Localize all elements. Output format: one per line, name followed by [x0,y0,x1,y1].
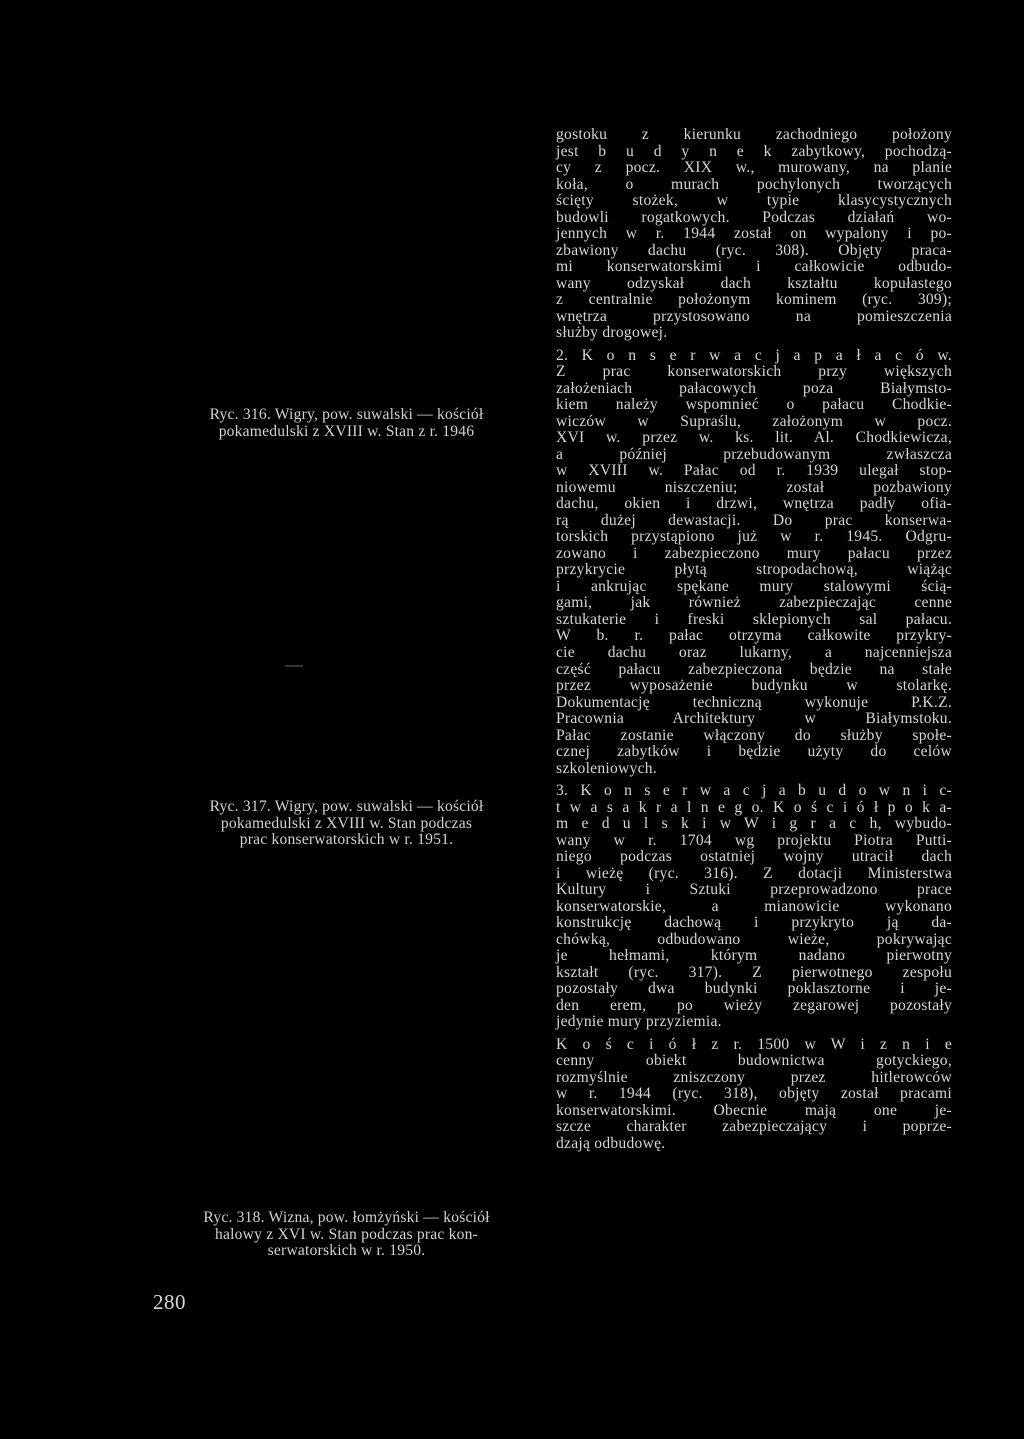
figure-caption-317 [160,799,533,849]
text-line: K o ś c i ó ł z r. 1500 w W i z n i e [556,1035,952,1053]
text-line: niowemu niszczeniu; został pozbawiony [556,478,952,496]
text-line: kształt (ryc. 317). Z pierwotnego zespołu [556,963,952,981]
page-number: 280 [153,1290,186,1314]
text-line: niego podczas ostatniej wojny utracił dach [556,848,952,866]
text-line: XVI w. przez w. ks. lit. Al. Chodkiewicza, [556,429,952,447]
text-line: torskich przystąpiono już w r. 1945. Odgru- [556,528,952,546]
text-line: cznej zabytków i będzie użyty do celów [556,743,952,761]
text-line: budowli rogatkowych. Podczas działań wo- [556,208,952,226]
text-line: Pałac zostanie włączony do służby społe- [556,726,952,744]
text-line: konserwatorskie, a mianowicie wykonano [556,897,952,915]
text-line: w XVIII w. Pałac od r. 1939 ulegał stop- [556,462,952,480]
text-line: a później przebudowanym zwłaszcza [556,445,952,463]
text-line: 2. K o n s e r w a c j a p a ł a c ó w. [556,346,952,364]
text-line: jest b u d y n e k zabytkowy, pochodzą- [556,142,952,160]
text-line: jennych w r. 1944 został on wypalony i po- [556,225,952,243]
text-line: Dokumentację techniczną wykonuje P.K.Z. [556,693,952,711]
body-text-column [556,127,952,1152]
text-line: chówką, odbudowano wieże, pokrywając [556,930,952,948]
text-line: rą dużej dewastacji. Do prac konserwa- [556,511,952,529]
scan-speck [285,665,303,667]
text-line: W b. r. pałac otrzyma całkowite przykry- [556,627,952,645]
text-line: Kultury i Sztuki przeprowadzono prace [556,881,952,899]
body-paragraph [556,783,952,1031]
text-line: koła, o murach pochylonych tworzących [556,175,952,193]
text-line: szcze charakter zabezpieczający i poprze- [556,1118,952,1136]
text-line: kiem należy wspomnieć o pałacu Chodkie- [556,396,952,414]
text-line: m e d u l s k i w W i g r a c h, wybudo- [556,815,952,833]
caption-line: halowy z XVI w. Stan podczas prac kon- [215,1225,478,1243]
text-line: zbawiony dachu (ryc. 308). Objęty praca- [556,241,952,259]
text-line: przykrycie płytą stropodachową, wiążąc [556,561,952,579]
text-line: część pałacu zabezpieczona będzie na stałe [556,660,952,678]
text-line: je hełmami, którym nadano pierwotny [556,947,952,965]
caption-line: Ryc. 316. Wigry, pow. suwalski — kościół [209,406,484,423]
caption-line: pokamedulski z XVIII w. Stan podczas [220,814,473,832]
text-line: ścięty stożek, w typie klasycystycznych [556,192,952,210]
text-line: szkoleniowych. [556,759,657,777]
text-line: cenny obiekt budownictwa gotyckiego, [556,1052,952,1070]
text-line: cie dachu oraz lukarny, a najcenniejsza [556,643,952,661]
text-line: służby drogowej. [556,324,668,342]
caption-line: prac konserwatorskich w r. 1951. [239,831,454,849]
caption-line: Ryc. 318. Wizna, pow. łomżyński — kościół [203,1209,490,1226]
text-line: rozmyślnie zniszczony przez hitlerowców [556,1068,952,1086]
text-line: gami, jak również zabezpieczając cenne [556,594,952,612]
text-line: sztukaterie i freski sklepionych sal pałacu. [556,610,952,628]
text-line: dzają odbudowę. [556,1134,666,1152]
text-line: jedynie mury przyziemia. [556,1013,722,1031]
text-line: zowano i zabezpieczono mury pałacu przez [556,544,952,562]
text-line: wany odzyskał dach kształtu kopułastego [556,274,952,292]
caption-line: pokamedulski z XVIII w. Stan z r. 1946 [218,422,475,440]
body-paragraph [556,127,952,342]
figure-caption-318 [160,1210,533,1260]
body-paragraph [556,1037,952,1153]
text-line: t w a s a k r a l n e g o. K o ś c i ó ł p o k a- [556,798,952,816]
text-line: Pracownia Architektury w Białymstoku. [556,710,952,728]
figure-caption-316 [160,407,533,440]
text-line: i ankrując spękane mury stalowymi ścią- [556,577,952,595]
text-line: konserwatorskimi. Obecnie mają one je- [556,1101,952,1119]
body-paragraph [556,348,952,777]
text-line: pozostały dwa budynki poklasztorne i je- [556,980,952,998]
text-line: mi konserwatorskimi i całkowicie odbudo- [556,258,952,276]
text-line: wiczów w Supraślu, założonym w pocz. [556,412,952,430]
text-line: Z prac konserwatorskich przy większych [556,363,952,381]
text-line: den erem, po wieży zegarowej pozostały [556,996,952,1014]
text-line: założeniach pałacowych poza Białymsto- [556,379,952,397]
text-line: i wieżę (ryc. 316). Z dotacji Ministerstwa [556,864,952,882]
text-line: gostoku z kierunku zachodniego położony [556,126,952,143]
caption-line: serwatorskich w r. 1950. [267,1242,426,1260]
text-line: 3. K o n s e r w a c j a b u d o w n i c- [556,782,952,800]
text-line: wnętrza przystosowano na pomieszczenia [556,307,952,325]
text-line: konstrukcję dachową i przykryto ją da- [556,914,952,932]
text-line: z centralnie położonym kominem (ryc. 309); [556,291,952,309]
text-line: w r. 1944 (ryc. 318), objęty został pracami [556,1085,952,1103]
text-line: dachu, okien i drzwi, wnętrza padły ofia- [556,495,952,513]
caption-line: Ryc. 317. Wigry, pow. suwalski — kościół [209,798,484,815]
text-line: cy z pocz. XIX w., murowany, na planie [556,159,952,177]
text-line: przez wyposażenie budynku w stolarkę. [556,677,952,695]
text-line: wany w r. 1704 wg projektu Piotra Putti- [556,831,952,849]
